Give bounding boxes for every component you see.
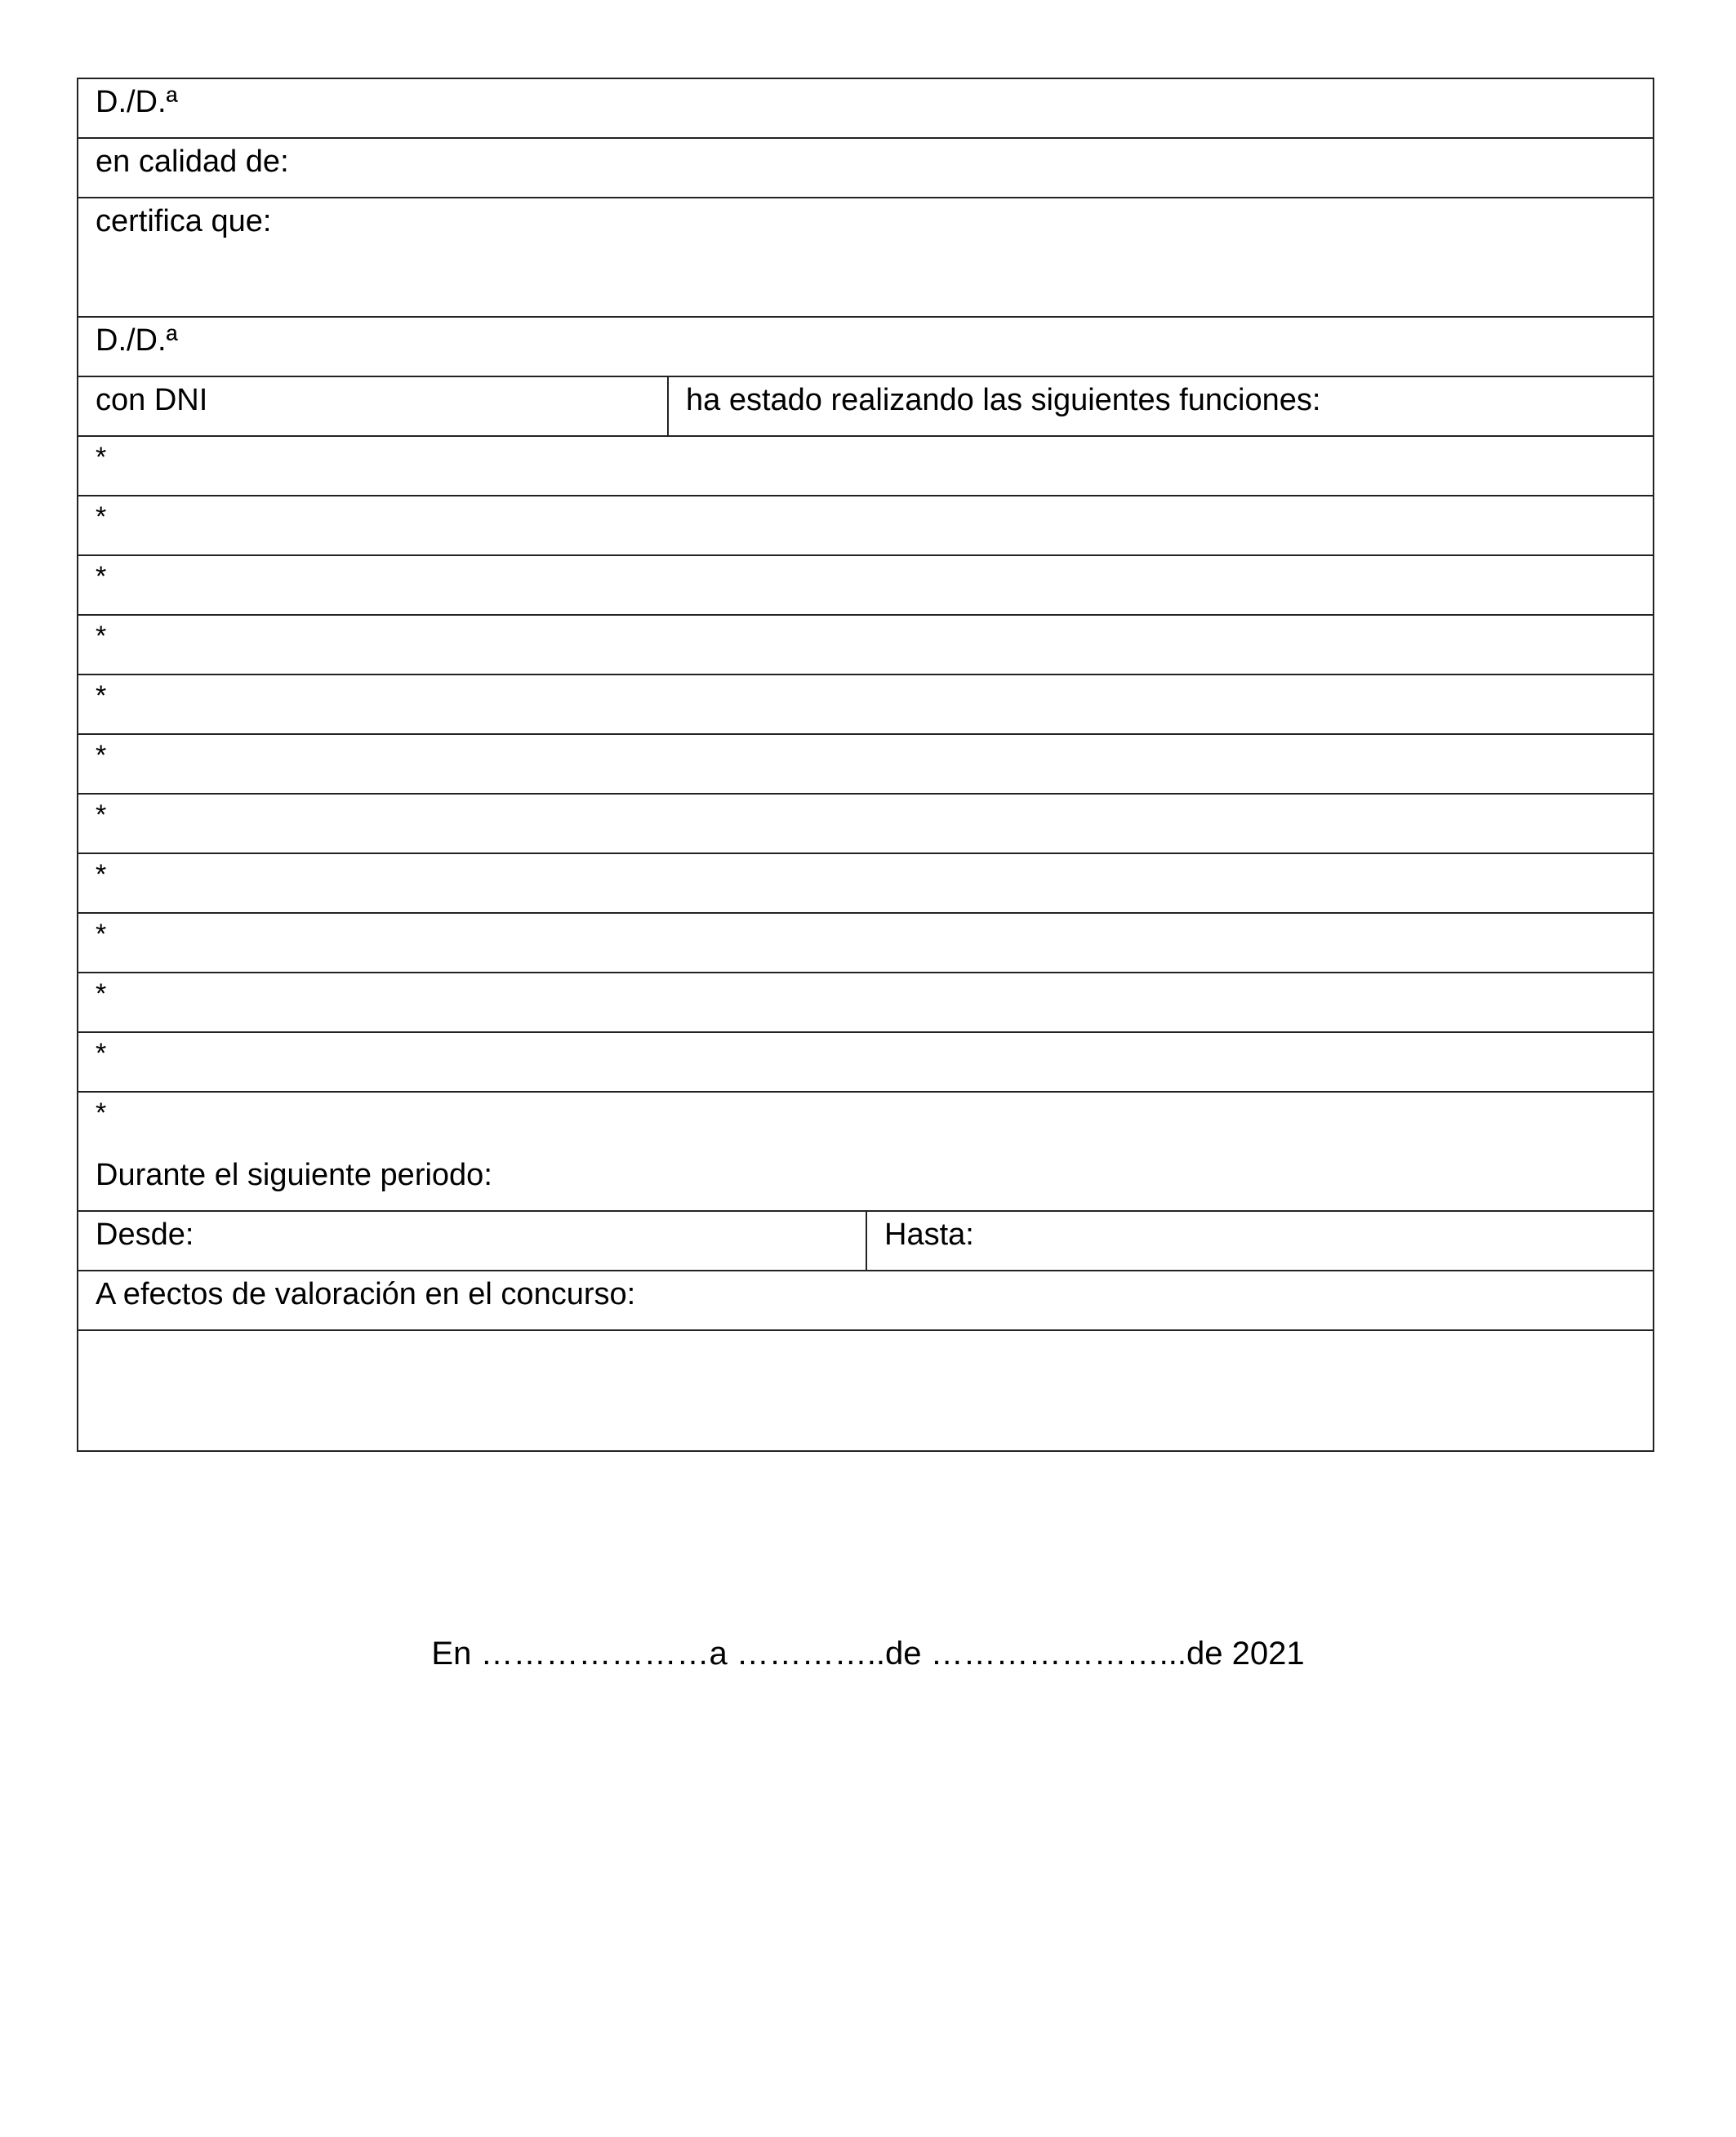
dates-row (78, 1212, 1653, 1271)
capacity-field[interactable]: en calidad de: (96, 145, 289, 179)
period-row (78, 1152, 1653, 1212)
function-row (78, 973, 1653, 1033)
function-field[interactable]: * (96, 442, 107, 473)
certifies-row (78, 198, 1653, 318)
function-row (78, 616, 1653, 675)
function-field[interactable]: * (96, 561, 107, 592)
function-field[interactable]: * (96, 978, 107, 1009)
function-row (78, 914, 1653, 973)
function-field[interactable]: * (96, 740, 107, 771)
function-row (78, 1033, 1653, 1093)
to-date-field[interactable]: Hasta: (884, 1218, 974, 1252)
function-field[interactable]: * (96, 919, 107, 950)
certificate-form (77, 78, 1654, 1452)
period-heading: Durante el siguiente periodo: (96, 1158, 492, 1192)
purpose-field[interactable] (78, 1331, 1653, 1450)
from-date-field[interactable]: Desde: (78, 1212, 867, 1270)
function-field[interactable]: * (96, 859, 107, 890)
purpose-heading: A efectos de valoración en el concurso: (96, 1277, 636, 1311)
function-field[interactable]: * (96, 621, 107, 652)
function-row (78, 437, 1653, 496)
name-field-1[interactable]: D./D.ª (96, 85, 178, 119)
function-row (78, 1093, 1653, 1152)
purpose-row (78, 1271, 1653, 1331)
function-row (78, 795, 1653, 854)
function-row (78, 735, 1653, 795)
function-field[interactable]: * (96, 501, 107, 532)
purpose-blank-row (78, 1331, 1653, 1450)
certifies-field[interactable]: certifica que: (96, 204, 272, 238)
name-row-2 (78, 318, 1653, 377)
function-row (78, 556, 1653, 616)
dni-row (78, 377, 1653, 437)
function-field[interactable]: * (96, 1038, 107, 1069)
function-row (78, 675, 1653, 735)
name-field-2[interactable]: D./D.ª (96, 323, 178, 358)
function-list (78, 437, 1653, 1152)
capacity-row (78, 139, 1653, 198)
function-row (78, 496, 1653, 556)
function-field[interactable]: * (96, 1097, 107, 1129)
functions-heading: ha estado realizando las siguientes funciones: (686, 383, 1321, 417)
function-row (78, 854, 1653, 914)
function-field[interactable]: * (96, 799, 107, 830)
name-row-1 (78, 79, 1653, 139)
place-date-line: En …………………a …………..de …………………...de 2021 (431, 1636, 1305, 1672)
function-field[interactable]: * (96, 680, 107, 711)
dni-field[interactable]: con DNI (78, 377, 669, 435)
